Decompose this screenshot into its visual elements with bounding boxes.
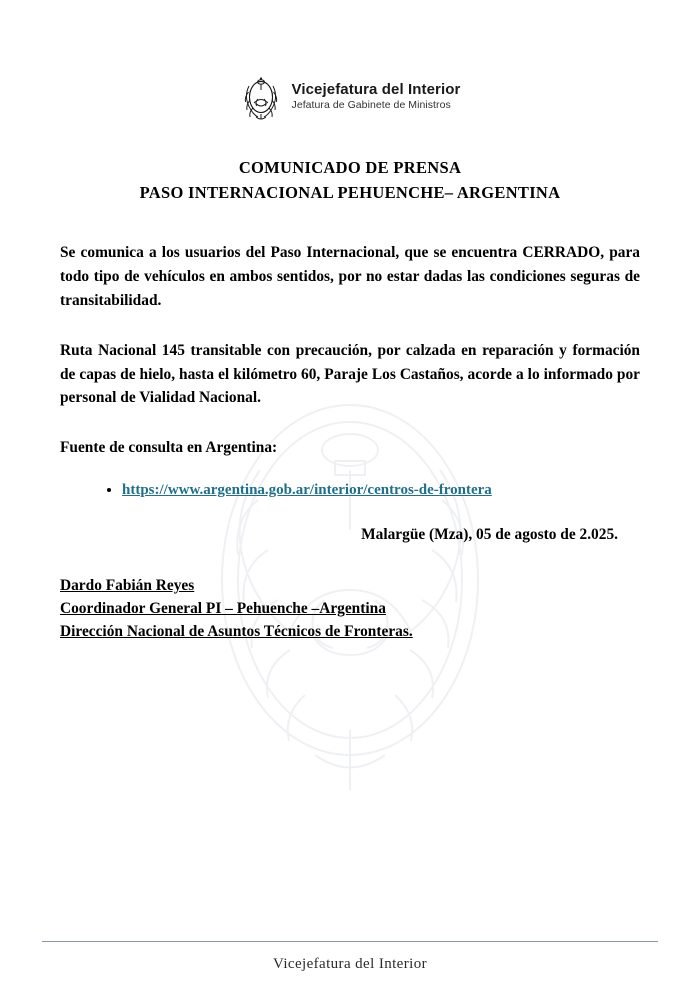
signer-office: Dirección Nacional de Asuntos Técnicos de Fronteras.	[60, 622, 413, 640]
signature-block	[60, 574, 640, 643]
letterhead-text	[292, 81, 461, 110]
paragraph-closure-notice: Se comunica a los usuarios del Paso Internacional, que se encuentra CERRADO, para todo tipo de vehículos en ambos sentidos, por no estar dadas las condiciones seguras de transitabilidad.	[60, 244, 640, 309]
source-link[interactable]: https://www.argentina.gob.ar/interior/centros-de-frontera	[122, 482, 492, 499]
footer-divider	[42, 941, 658, 942]
organization-name: Vicejefatura del Interior	[291, 81, 461, 99]
source-label: Fuente de consulta en Argentina:	[60, 439, 278, 457]
list-item	[122, 478, 640, 502]
department-name: Jefatura de Gabinete de Ministros	[291, 98, 451, 111]
page-subtitle: PASO INTERNACIONAL PEHUENCHE– ARGENTINA	[139, 183, 561, 202]
paragraph-route-conditions: Ruta Nacional 145 transitable con precaución, por calzada en reparación y formación de capas de hielo, hasta el kilómetro 60, Paraje Los Castaños, acorde a lo informado por personal de Vialidad Nacional.	[60, 341, 640, 407]
source-list	[60, 478, 640, 502]
page-footer	[0, 941, 700, 973]
letterhead	[60, 0, 640, 122]
signer-role: Coordinador General PI – Pehuenche –Argentina	[60, 599, 386, 617]
page-title: COMUNICADO DE PRENSA	[238, 158, 462, 177]
argentina-coat-of-arms-icon	[240, 70, 282, 122]
signer-name: Dardo Fabián Reyes	[60, 576, 195, 594]
footer-label: Vicejefatura del Interior	[272, 956, 428, 972]
place-and-date: Malargüe (Mza), 05 de agosto de 2.025.	[361, 525, 618, 543]
